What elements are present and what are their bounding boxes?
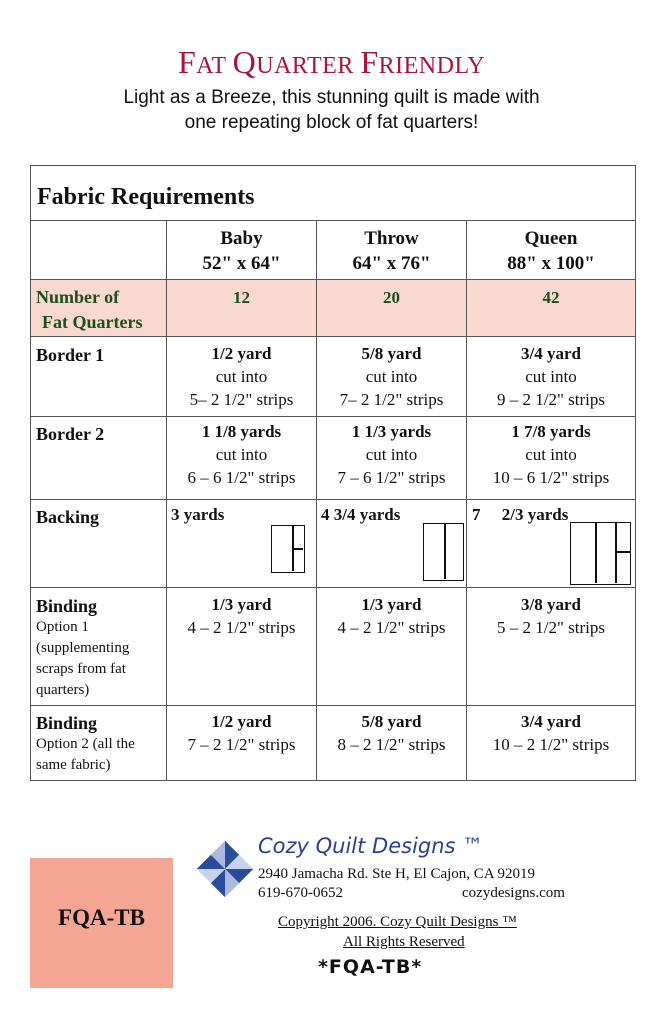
column-name: Throw [364,228,419,249]
binding2-label [36,712,135,776]
column-name: Queen [524,228,578,249]
company-phone: 619-670-0652 [258,885,343,901]
rights-reserved: All Rights Reserved [343,934,465,950]
divider [31,336,635,337]
border2-baby [167,420,316,489]
backing-throw: 4 3/4 yards [321,505,401,524]
amount: 5/8 yard [361,712,422,731]
divider [31,499,635,500]
label-line: (supplementing [36,640,130,656]
pattern-code-box [30,858,173,988]
binding1-baby [167,593,316,639]
binding2-queen [467,710,635,756]
strips: 7– 2 1/2" strips [339,390,444,409]
divider [31,587,635,588]
column-header-throw [317,226,466,276]
cut: cut into [525,367,577,386]
amount: 1/2 yard [211,344,272,363]
backing-diagram-queen [570,522,631,585]
strips: 10 – 6 1/2" strips [492,468,610,487]
cut: cut into [525,445,577,464]
fabric-requirements-table [30,165,636,781]
pattern-code: FQA-TB [58,905,145,930]
label-line: Number of [36,287,120,307]
binding2-throw [317,710,466,756]
binding1-label [36,595,129,701]
column-header-baby [167,226,316,276]
binding2-baby [167,710,316,756]
label-line: Binding [36,713,98,733]
border1-queen [467,342,635,411]
backing-label: Backing [36,507,100,527]
label-line: Option 1 [36,619,89,635]
label-line: quarters) [36,682,90,698]
strips: 4 – 2 1/2" strips [337,618,446,637]
strips: 7 – 2 1/2" strips [187,735,296,754]
label-line: Option 2 (all the [36,736,135,752]
divider [31,279,635,280]
border1-throw [317,342,466,411]
backing-baby: 3 yards [171,505,225,524]
amount: 1/3 yard [361,595,422,614]
barcode-text: *FQA-TB* [318,956,423,978]
subtitle-line-2: one repeating block of fat quarters! [184,112,479,133]
binding1-throw [317,593,466,639]
divider [31,220,635,221]
border2-throw [317,420,466,489]
border2-queen [467,420,635,489]
strips: 7 – 6 1/2" strips [337,468,446,487]
subtitle-line-1: Light as a Breeze, this stunning quilt is made with [123,87,540,108]
backing-diagram-throw [423,523,464,581]
strips: 9 – 2 1/2" strips [496,390,605,409]
fat-quarters-throw: 20 [383,288,400,307]
amount: 1 7/8 yards [511,422,591,441]
page-title: FAT QUARTER FRIENDLY [177,44,486,80]
cut: cut into [365,445,418,464]
amount: 1/2 yard [211,712,272,731]
label-line: Binding [36,596,98,616]
subtitle [0,85,663,135]
column-size: 52" x 64" [202,253,281,274]
binding1-queen [467,593,635,639]
fat-quarters-baby: 12 [233,288,250,307]
amount: 5/8 yard [361,344,422,363]
strips: 10 – 2 1/2" strips [492,735,610,754]
amount: 3/4 yard [521,712,581,731]
company-address: 2940 Jamacha Rd. Ste H, El Cajon, CA 92019 [258,866,536,882]
strips: 4 – 2 1/2" strips [187,618,296,637]
cut: cut into [215,367,268,386]
label-line: scraps from fat [36,661,126,677]
amount: 1 1/3 yards [351,422,432,441]
column-size: 88" x 100" [507,253,595,274]
column-name: Baby [220,228,263,249]
company-name: Cozy Quilt Designs ™ [258,834,484,858]
border1-baby [167,342,316,411]
label-line: Fat Quarters [42,312,143,332]
backing-queen: 7 2/3 yards [472,505,569,524]
border1-label: Border 1 [36,345,105,365]
pinwheel-logo-icon [196,840,254,898]
amount: 1/3 yard [211,595,272,614]
label-line: same fabric) [36,757,111,773]
divider [31,705,635,706]
strips: 5– 2 1/2" strips [189,390,294,409]
strips: 6 – 6 1/2" strips [187,468,296,487]
strips: 5 – 2 1/2" strips [496,618,605,637]
column-header-queen [467,226,635,276]
company-website: cozydesigns.com [462,885,565,901]
cut: cut into [365,367,418,386]
border2-label: Border 2 [36,424,105,444]
backing-diagram-baby [271,525,305,573]
divider [31,416,635,417]
amount: 3/8 yard [521,595,581,614]
cut: cut into [215,445,268,464]
amount: 3/4 yard [521,344,581,363]
amount: 1 1/8 yards [201,422,282,441]
table-heading: Fabric Requirements [37,184,255,210]
fat-quarters-queen: 42 [542,288,560,307]
fat-quarters-label [36,285,142,335]
copyright: Copyright 2006. Cozy Quilt Designs ™ [278,914,517,930]
column-size: 64" x 76" [352,253,431,274]
strips: 8 – 2 1/2" strips [337,735,446,754]
